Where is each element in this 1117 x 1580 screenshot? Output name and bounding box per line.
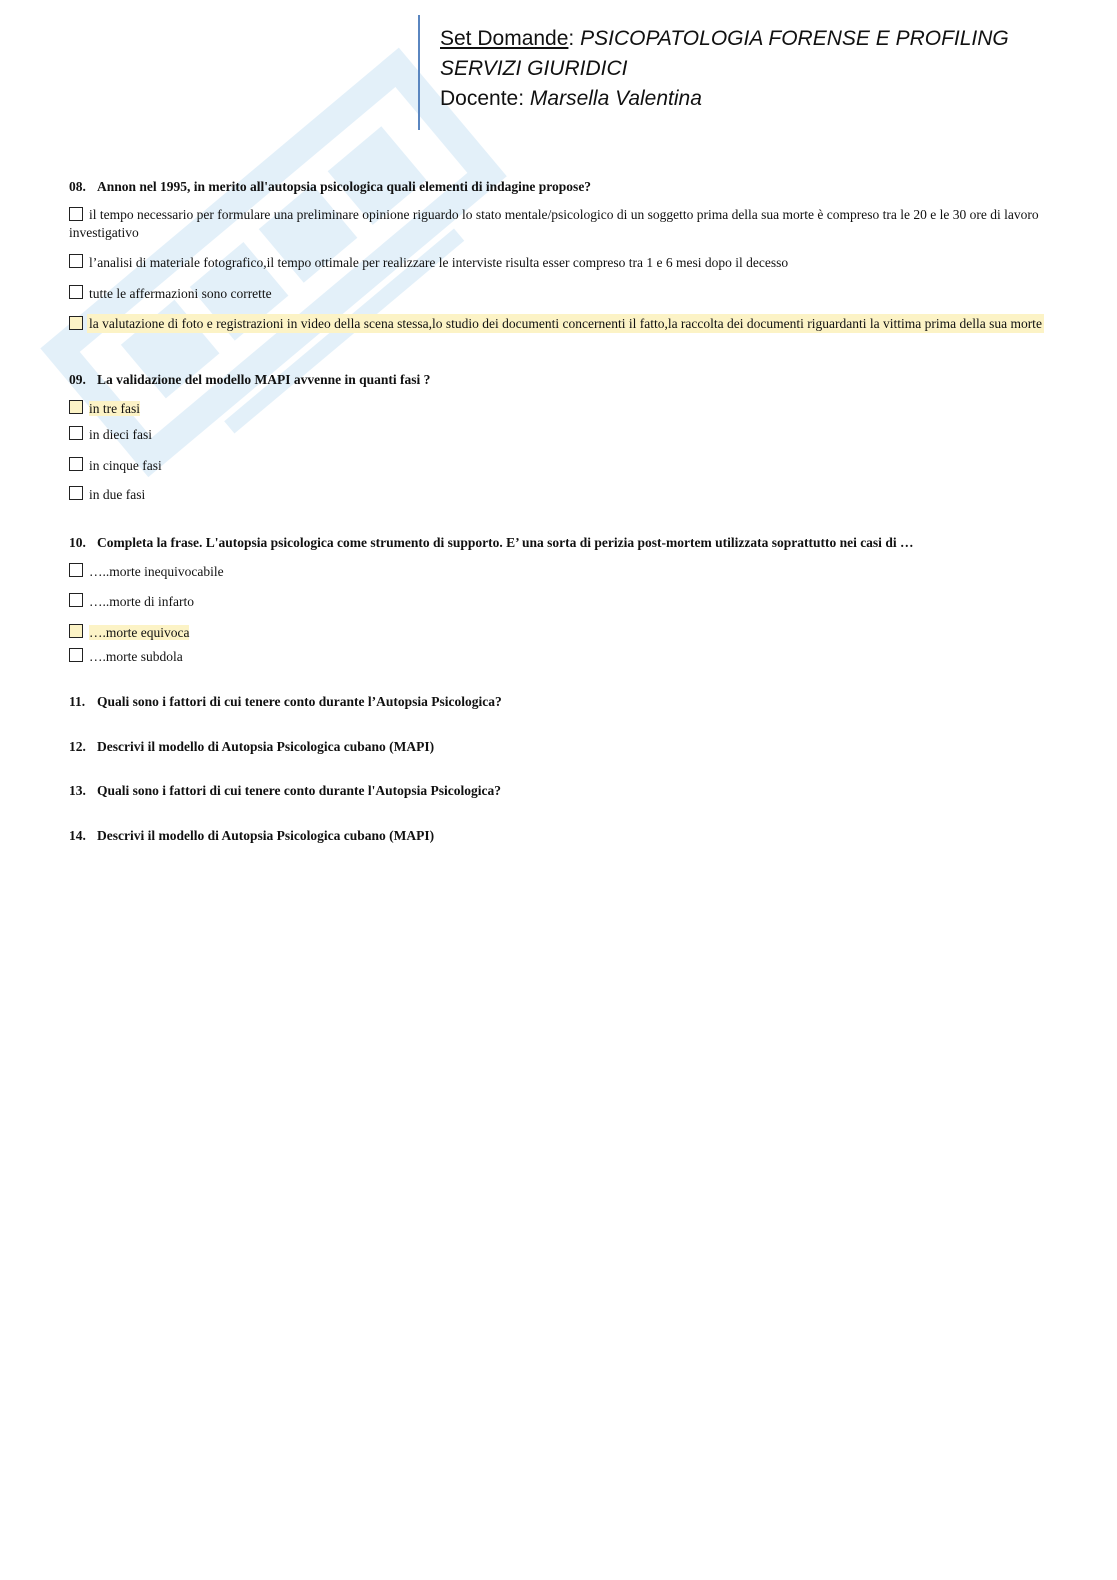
question-09 xyxy=(69,371,1044,504)
question-text: La validazione del modello MAPI avvenne in quanti fasi ? xyxy=(97,371,431,387)
answer-option[interactable] xyxy=(69,426,1044,444)
answer-option-highlighted[interactable] xyxy=(69,624,1044,642)
answer-checkbox[interactable] xyxy=(69,624,83,638)
subject-title: PSICOPATOLOGIA FORENSE E PROFILING SERVIZI GIURIDICI xyxy=(440,27,1009,80)
question-text: Completa la frase. L'autopsia psicologica come strumento di supporto. E’ una sorta di perizia post-mortem utilizzata soprattutto nei casi di … xyxy=(97,534,914,550)
answer-option[interactable] xyxy=(69,254,1044,272)
answer-text: …..morte di infarto xyxy=(89,594,194,609)
docente-line xyxy=(440,84,1080,114)
question-13 xyxy=(69,782,1044,800)
answer-checkbox[interactable] xyxy=(69,593,83,607)
question-text: Quali sono i fattori di cui tenere conto durante l’Autopsia Psicologica? xyxy=(97,693,502,709)
answer-checkbox[interactable] xyxy=(69,316,83,330)
question-number: 12. xyxy=(69,738,86,754)
document-header xyxy=(440,24,1080,114)
question-text: Annon nel 1995, in merito all'autopsia psicologica quali elementi di indagine propose? xyxy=(97,179,592,194)
question-title xyxy=(69,738,1044,756)
answer-text: …..morte inequivocabile xyxy=(89,563,224,579)
question-text: Quali sono i fattori di cui tenere conto durante l'Autopsia Psicologica? xyxy=(97,782,501,798)
answer-text: l’analisi di materiale fotografico,il tempo ottimale per realizzare le interviste risulta esser compreso tra 1 e 6 mesi dopo il decesso xyxy=(89,255,789,270)
question-14 xyxy=(69,827,1044,845)
answer-text: in dieci fasi xyxy=(89,427,152,442)
answer-option[interactable] xyxy=(69,206,1044,241)
answer-option[interactable] xyxy=(69,457,1044,475)
answer-option-highlighted[interactable] xyxy=(69,400,1044,418)
docente-name: Marsella Valentina xyxy=(529,87,702,110)
answer-checkbox[interactable] xyxy=(69,426,83,440)
answer-text: in cinque fasi xyxy=(89,457,162,473)
question-12 xyxy=(69,738,1044,756)
question-08 xyxy=(69,178,1044,333)
answer-checkbox[interactable] xyxy=(69,207,83,221)
answer-checkbox[interactable] xyxy=(69,486,83,500)
answer-option[interactable] xyxy=(69,285,1044,303)
answer-checkbox[interactable] xyxy=(69,400,83,414)
question-title xyxy=(69,371,1044,389)
question-title xyxy=(69,534,1044,552)
question-text: Descrivi il modello di Autopsia Psicologica cubano (MAPI) xyxy=(97,738,435,754)
subject-line xyxy=(440,24,1080,84)
answer-text: ….morte equivoca xyxy=(89,624,190,640)
answer-option[interactable] xyxy=(69,486,1044,504)
answer-text: tutte le affermazioni sono corrette xyxy=(89,285,272,301)
question-number: 11. xyxy=(69,693,86,709)
questions-list xyxy=(69,178,1044,845)
answer-option[interactable] xyxy=(69,648,1044,666)
answer-checkbox[interactable] xyxy=(69,254,83,268)
answer-option-highlighted[interactable] xyxy=(69,315,1044,333)
question-title xyxy=(69,782,1044,800)
set-separator: : xyxy=(568,27,575,50)
question-title xyxy=(69,693,1044,711)
question-number: 08. xyxy=(69,179,86,194)
question-title xyxy=(69,827,1044,845)
answer-checkbox[interactable] xyxy=(69,457,83,471)
answer-checkbox[interactable] xyxy=(69,648,83,662)
question-text: Descrivi il modello di Autopsia Psicologica cubano (MAPI) xyxy=(97,827,435,843)
answer-text: in tre fasi xyxy=(89,400,140,416)
answer-option[interactable] xyxy=(69,593,1044,611)
question-number: 09. xyxy=(69,371,86,387)
answer-checkbox[interactable] xyxy=(69,563,83,577)
docente-label: Docente: xyxy=(440,87,525,110)
answer-text: la valutazione di foto e registrazioni in video della scena stessa,lo studio dei documenti concernenti il fatto,la raccolta dei documenti riguardanti la vittima prima della sua morte xyxy=(89,316,1042,331)
answer-text: ….morte subdola xyxy=(89,649,183,664)
question-number: 13. xyxy=(69,782,86,798)
answer-option[interactable] xyxy=(69,563,1044,581)
question-number: 14. xyxy=(69,827,86,843)
question-10 xyxy=(69,534,1044,666)
answer-checkbox[interactable] xyxy=(69,285,83,299)
answer-text: il tempo necessario per formulare una preliminare opinione riguardo lo stato mentale/psicologico di un soggetto prima della sua morte è compreso tra le 20 e le 30 ore di lavoro investigativo xyxy=(69,207,1039,240)
question-title xyxy=(69,178,1044,196)
question-11 xyxy=(69,693,1044,711)
set-label: Set Domande xyxy=(440,27,569,50)
question-number: 10. xyxy=(69,534,86,550)
answer-text: in due fasi xyxy=(89,487,146,502)
header-divider xyxy=(418,15,420,130)
